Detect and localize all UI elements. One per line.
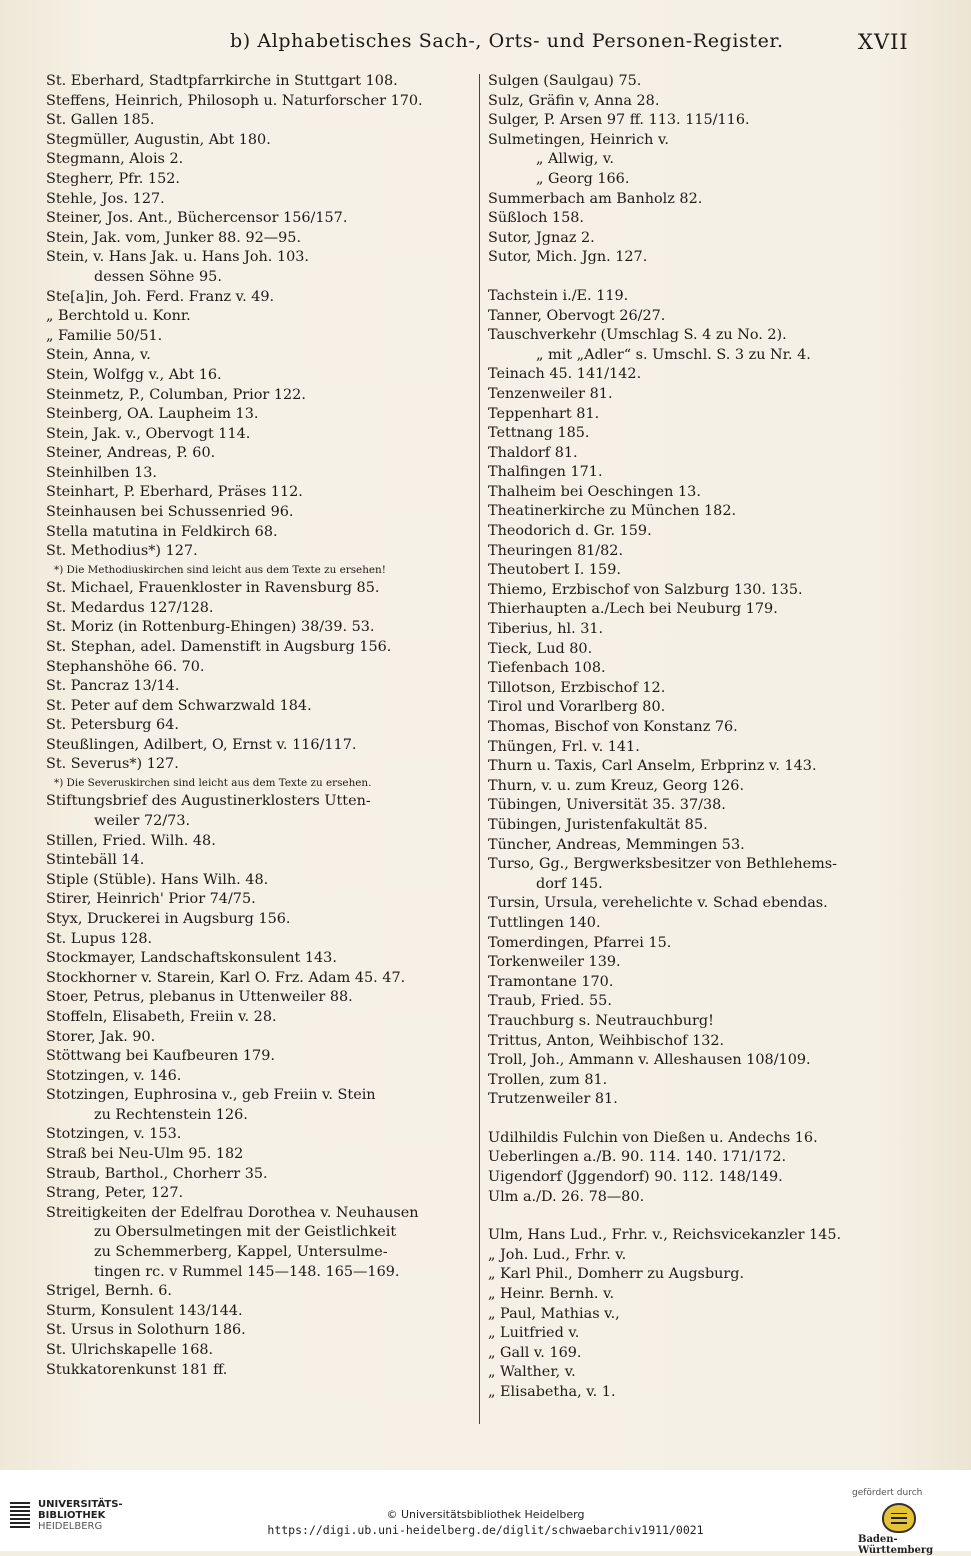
- index-entry: St. Moriz (in Rottenburg-Ehingen) 38/39. 53.: [46, 619, 375, 636]
- index-subentry: „ Joh. Lud., Frhr. v.: [488, 1246, 627, 1263]
- index-subentry: „ Heinr. Bernh. v.: [488, 1286, 615, 1303]
- index-entry: Thurn u. Taxis, Carl Anselm, Erbprinz v. 143.: [488, 758, 817, 775]
- index-entry: Steinberg, OA. Laupheim 13.: [46, 406, 259, 423]
- baden-wuerttemberg-coat-of-arms-icon: [882, 1503, 916, 1533]
- index-entry: St. Eberhard, Stadtpfarrkirche in Stuttgart 108.: [46, 73, 398, 89]
- index-entry: Steffens, Heinrich, Philosoph u. Naturforscher 170.: [46, 92, 423, 109]
- index-entry: Tiberius, hl. 31.: [488, 621, 604, 638]
- index-entry: Tirol und Vorarlberg 80.: [488, 699, 666, 716]
- index-entry: Thalheim bei Oeschingen 13.: [488, 483, 701, 500]
- index-entry: Stein, Wolfgg v., Abt 16.: [46, 366, 222, 383]
- index-entry: Strang, Peter, 127.: [46, 1185, 184, 1202]
- index-entry: Stegherr, Pfr. 152.: [46, 170, 180, 187]
- index-entry: Tübingen, Universität 35. 37/38.: [488, 797, 726, 814]
- index-subentry: „ mit „Adler“ s. Umschl. S. 3 zu Nr. 4.: [536, 346, 811, 363]
- index-entry: Ste[a]in, Joh. Ferd. Franz v. 49.: [46, 288, 275, 305]
- index-entry-continued: dorf 145.: [536, 875, 603, 892]
- index-entry: Stegmüller, Augustin, Abt 180.: [46, 131, 271, 148]
- index-entry: Stoer, Petrus, plebanus in Uttenweiler 88.: [46, 989, 353, 1006]
- index-entry-continued: zu Schemmerberg, Kappel, Untersulme-: [94, 1244, 388, 1261]
- index-subentry: „ Walther, v.: [488, 1364, 576, 1381]
- index-entry: Stein, Jak. v., Obervogt 114.: [46, 425, 251, 442]
- index-entry: Straub, Barthol., Chorherr 35.: [46, 1165, 268, 1182]
- register-title: b) Alphabetisches Sach-, Orts- und Personen-Register.: [230, 30, 784, 52]
- index-entry: Sulz, Gräfin v, Anna 28.: [488, 92, 660, 109]
- index-entry: Sulgen (Saulgau) 75.: [488, 73, 642, 89]
- index-entry: Stockhorner v. Starein, Karl O. Frz. Adam 45. 47.: [46, 969, 406, 986]
- index-entry: Torkenweiler 139.: [488, 954, 621, 971]
- index-entry: St. Petersburg 64.: [46, 717, 179, 734]
- index-entry: Stöttwang bei Kaufbeuren 179.: [46, 1048, 275, 1065]
- index-entry: Ueberlingen a./B. 90. 114. 140. 171/172.: [488, 1149, 787, 1166]
- index-entry: Stehle, Jos. 127.: [46, 190, 165, 207]
- index-entry: St. Severus*) 127.: [46, 756, 179, 773]
- index-entry: Ulm a./D. 26. 78—80.: [488, 1188, 645, 1205]
- index-entry: Tanner, Obervogt 26/27.: [488, 307, 666, 324]
- index-entry: Turso, Gg., Bergwerksbesitzer von Bethlehems-: [488, 856, 838, 873]
- index-entry: St. Peter auf dem Schwarzwald 184.: [46, 697, 312, 714]
- index-entry: St. Lupus 128.: [46, 930, 153, 947]
- index-entry: Stella matutina in Feldkirch 68.: [46, 523, 278, 540]
- page-header: [0, 26, 971, 60]
- index-entry: Trutzenweiler 81.: [488, 1091, 618, 1108]
- index-entry: Tomerdingen, Pfarrei 15.: [488, 934, 672, 951]
- index-subentry: „ Elisabetha, v. 1.: [488, 1384, 616, 1400]
- index-entry-continued: weiler 72/73.: [94, 812, 191, 829]
- footnote: *) Die Severuskirchen sind leicht aus dem Texte zu ersehen.: [54, 777, 372, 790]
- index-entry: Tettnang 185.: [488, 425, 590, 442]
- index-entry: Tramontane 170.: [488, 973, 614, 990]
- index-entry: Stillen, Fried. Wilh. 48.: [46, 832, 216, 849]
- index-entry: Tiefenbach 108.: [488, 660, 606, 677]
- index-entry: Steiner, Andreas, P. 60.: [46, 445, 216, 462]
- copyright-notice: © Universitätsbibliothek Heidelberg: [386, 1508, 585, 1521]
- index-entry: Trollen, zum 81.: [488, 1071, 608, 1088]
- index-entry: Straß bei Neu-Ulm 95. 182: [46, 1146, 244, 1163]
- index-entry: Tüncher, Andreas, Memmingen 53.: [488, 836, 745, 853]
- index-entry: Stukkatorenkunst 181 ff.: [46, 1361, 228, 1378]
- viewer-footer: [0, 1470, 971, 1556]
- index-entry: Thurn, v. u. zum Kreuz, Georg 126.: [488, 777, 745, 794]
- index-entry-continued: tingen rc. v Rummel 145—148. 165—169.: [94, 1263, 400, 1280]
- index-entry: Thalfingen 171.: [488, 464, 603, 481]
- index-entry: Sutor, Jgnaz 2.: [488, 229, 595, 246]
- index-entry: Thomas, Bischof von Konstanz 76.: [488, 719, 738, 735]
- index-entry: Teinach 45. 141/142.: [488, 366, 642, 383]
- index-entry: Stiftungsbrief des Augustinerklosters Utten-: [46, 793, 371, 810]
- funder-name: Baden-Württemberg: [858, 1534, 934, 1556]
- index-entry: Troll, Joh., Ammann v. Alleshausen 108/109.: [488, 1052, 811, 1069]
- index-entry: Steinhausen bei Schussenried 96.: [46, 504, 294, 521]
- funded-by-label: gefördert durch: [852, 1488, 923, 1498]
- page-number: XVII: [858, 30, 909, 54]
- index-subentry: „ Allwig, v.: [536, 151, 614, 168]
- index-entry: St. Ursus in Solothurn 186.: [46, 1322, 246, 1339]
- index-entry-continued: zu Rechtenstein 126.: [94, 1106, 248, 1123]
- index-subentry: „ Berchtold u. Konr.: [46, 308, 191, 325]
- index-entry: St. Medardus 127/128.: [46, 599, 214, 616]
- index-entry: Strigel, Bernh. 6.: [46, 1283, 172, 1300]
- index-entry: Tursin, Ursula, verehelichte v. Schad ebendas.: [488, 895, 828, 912]
- index-entry: Steinmetz, P., Columban, Prior 122.: [46, 386, 306, 403]
- index-entry: Tachstein i./E. 119.: [488, 287, 629, 304]
- index-entry: Storer, Jak. 90.: [46, 1028, 156, 1045]
- permalink-url[interactable]: https://digi.ub.uni-heidelberg.de/diglit/schwaebarchiv1911/0021: [267, 1523, 704, 1537]
- index-entry-continued: dessen Söhne 95.: [94, 268, 222, 285]
- index-entry: Stoffeln, Elisabeth, Freiin v. 28.: [46, 1008, 277, 1025]
- index-entry: Sulger, P. Arsen 97 ff. 113. 115/116.: [488, 112, 750, 129]
- index-entry: St. Michael, Frauenkloster in Ravensburg 85.: [46, 580, 380, 597]
- index-entry: Theuringen 81/82.: [488, 542, 624, 559]
- index-entry: St. Stephan, adel. Damenstift in Augsburg 156.: [46, 638, 392, 655]
- index-entry: Tuttlingen 140.: [488, 914, 601, 931]
- right-column: [488, 72, 928, 1403]
- index-subentry: „ Karl Phil., Domherr zu Augsburg.: [488, 1266, 745, 1283]
- index-entry: St. Pancraz 13/14.: [46, 678, 180, 695]
- index-entry: Sutor, Mich. Jgn. 127.: [488, 249, 648, 266]
- index-entry: Sulmetingen, Heinrich v.: [488, 131, 670, 148]
- university-library-name: UNIVERSITÄTS- BIBLIOTHEK HEIDELBERG: [38, 1499, 123, 1532]
- index-entry: Theutobert I. 159.: [488, 562, 621, 579]
- footnote: *) Die Methodiuskirchen sind leicht aus dem Texte zu ersehen!: [54, 563, 386, 576]
- index-entry: Teppenhart 81.: [488, 405, 600, 422]
- index-entry: Steinhilben 13.: [46, 464, 157, 481]
- index-entry: Steiner, Jos. Ant., Büchercensor 156/157.: [46, 210, 348, 227]
- index-entry: Trauchburg s. Neutrauchburg!: [488, 1012, 714, 1029]
- index-entry: Stephanshöhe 66. 70.: [46, 658, 205, 675]
- index-entry: Stein, v. Hans Jak. u. Hans Joh. 103.: [46, 249, 309, 266]
- index-entry: Stintebäll 14.: [46, 852, 145, 869]
- index-entry: Streitigkeiten der Edelfrau Dorothea v. Neuhausen: [46, 1204, 419, 1221]
- index-subentry: „ Gall v. 169.: [488, 1344, 582, 1361]
- index-entry: Thiemo, Erzbischof von Salzburg 130. 135.: [488, 581, 803, 598]
- index-entry: Stegmann, Alois 2.: [46, 151, 184, 168]
- index-entry: Steußlingen, Adilbert, O, Ernst v. 116/117.: [46, 736, 357, 753]
- index-entry: Theatinerkirche zu München 182.: [488, 503, 737, 520]
- index-entry: Ulm, Hans Lud., Frhr. v., Reichsvicekanzler 145.: [488, 1227, 842, 1244]
- index-entry: Stotzingen, v. 153.: [46, 1126, 182, 1143]
- index-entry: Tillotson, Erzbischof 12.: [488, 679, 666, 696]
- index-entry: Thaldorf 81.: [488, 444, 578, 461]
- index-entry: St. Methodius*) 127.: [46, 543, 198, 560]
- index-subentry: „ Luitfried v.: [488, 1325, 580, 1342]
- index-entry: Summerbach am Banholz 82.: [488, 190, 703, 207]
- index-entry: Steinhart, P. Eberhard, Präses 112.: [46, 484, 303, 501]
- index-entry: Tauschverkehr (Umschlag S. 4 zu No. 2).: [488, 327, 787, 344]
- index-entry: Styx, Druckerei in Augsburg 156.: [46, 910, 291, 927]
- left-column: [46, 72, 466, 1380]
- index-entry: Traub, Fried. 55.: [488, 993, 612, 1010]
- index-entry: Tenzenweiler 81.: [488, 385, 613, 402]
- index-entry: Tübingen, Juristenfakultät 85.: [488, 816, 708, 833]
- column-divider: [479, 74, 480, 1424]
- index-entry: Sturm, Konsulent 143/144.: [46, 1302, 243, 1319]
- index-subentry: „ Familie 50/51.: [46, 327, 163, 344]
- index-entry: Stein, Anna, v.: [46, 347, 151, 364]
- index-entry-continued: zu Obersulmetingen mit der Geistlichkeit: [94, 1224, 397, 1241]
- index-entry: Tieck, Lud 80.: [488, 640, 593, 657]
- index-entry: Udilhildis Fulchin von Dießen u. Andechs 16.: [488, 1129, 818, 1146]
- index-entry: Thierhaupten a./Lech bei Neuburg 179.: [488, 601, 778, 618]
- index-entry: Trittus, Anton, Weihbischof 132.: [488, 1032, 725, 1049]
- index-entry: Theodorich d. Gr. 159.: [488, 523, 652, 540]
- index-entry: Stotzingen, Euphrosina v., geb Freiin v. Stein: [46, 1087, 376, 1104]
- index-entry: St. Ulrichskapelle 168.: [46, 1342, 214, 1358]
- index-entry: Stockmayer, Landschaftskonsulent 143.: [46, 950, 337, 967]
- index-entry: Stirer, Heinrich' Prior 74/75.: [46, 891, 256, 908]
- index-entry: St. Gallen 185.: [46, 112, 155, 129]
- index-subentry: „ Paul, Mathias v.,: [488, 1305, 620, 1322]
- index-entry: Stiple (Stüble). Hans Wilh. 48.: [46, 871, 269, 888]
- index-entry: Stotzingen, v. 146.: [46, 1067, 182, 1084]
- index-entry: Uigendorf (Jggendorf) 90. 112. 148/149.: [488, 1169, 783, 1186]
- index-entry: Stein, Jak. vom, Junker 88. 92—95.: [46, 229, 302, 246]
- index-subentry: „ Georg 166.: [536, 170, 630, 187]
- index-entry: Süßloch 158.: [488, 210, 584, 227]
- index-entry: Thüngen, Frl. v. 141.: [488, 738, 640, 755]
